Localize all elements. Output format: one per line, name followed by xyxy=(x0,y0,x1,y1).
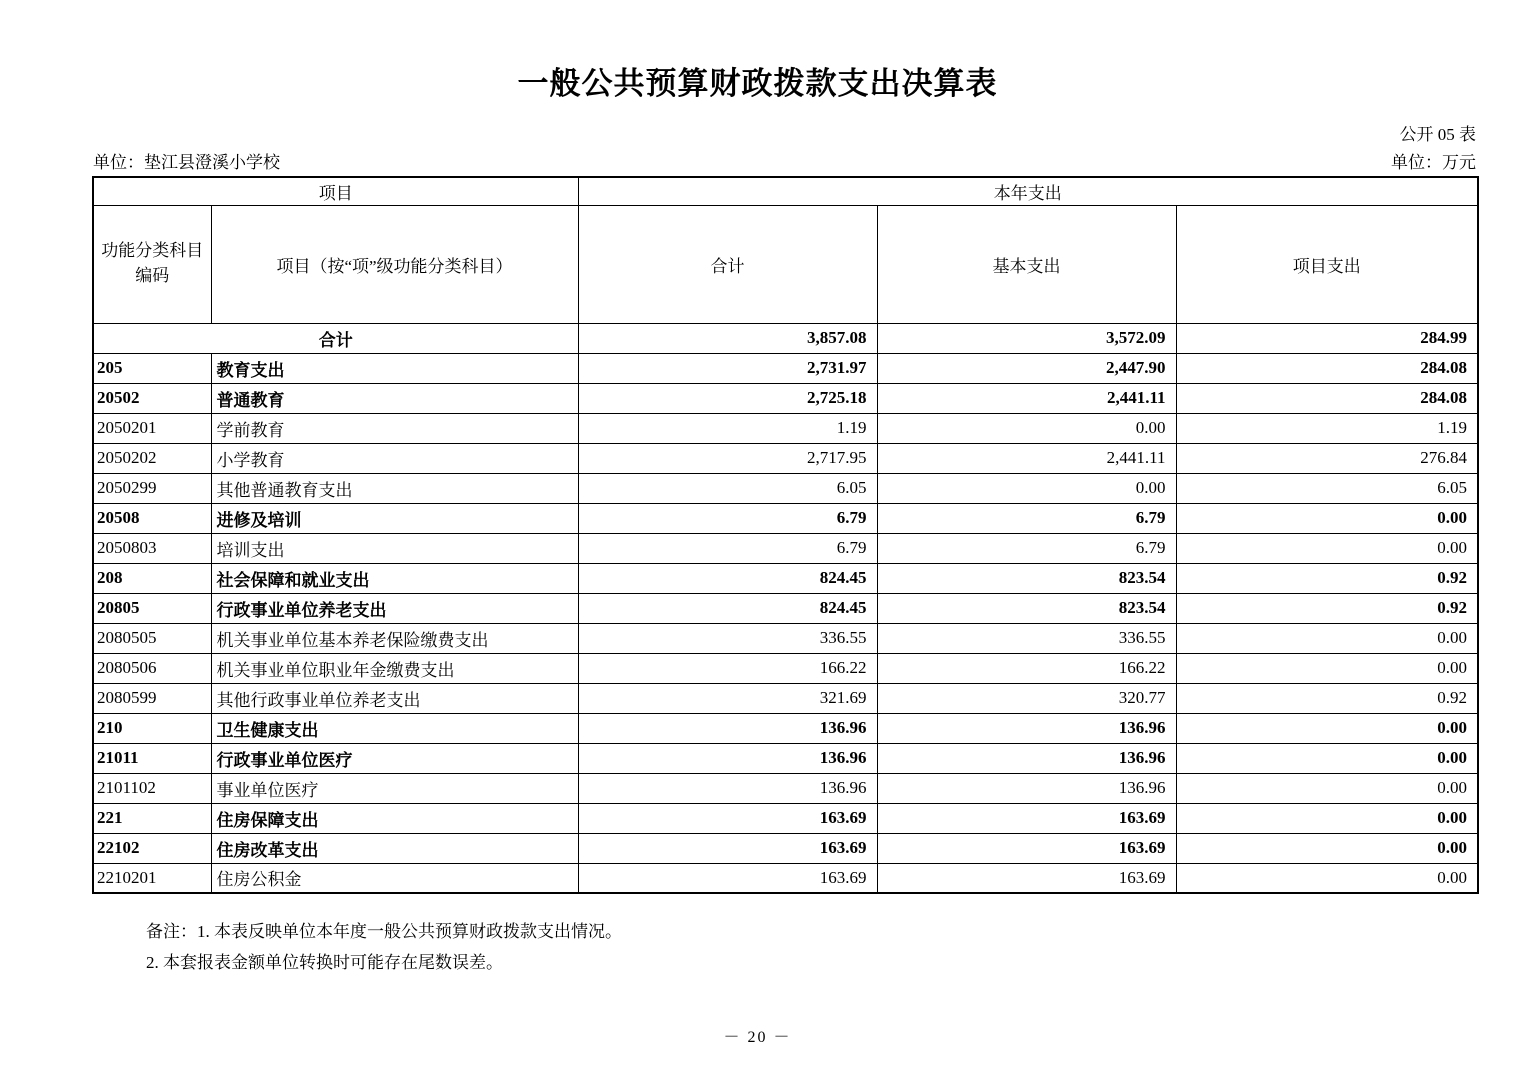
header-project-group: 项目 xyxy=(93,177,578,205)
table-row xyxy=(93,593,1478,623)
cell-item: 其他普通教育支出 xyxy=(211,473,578,503)
cell-basic: 2,441.11 xyxy=(877,383,1176,413)
cell-basic: 823.54 xyxy=(877,593,1176,623)
cell-item: 事业单位医疗 xyxy=(211,773,578,803)
cell-item: 住房改革支出 xyxy=(211,833,578,863)
cell-code: 2080505 xyxy=(93,623,211,653)
page-title: 一般公共预算财政拨款支出决算表 xyxy=(517,66,998,101)
table-row xyxy=(93,623,1478,653)
table-row xyxy=(93,413,1478,443)
header-project-column: 项目支出 xyxy=(1176,205,1478,323)
cell-item: 住房公积金 xyxy=(211,863,578,893)
cell-code: 205 xyxy=(93,353,211,383)
cell-project: 0.00 xyxy=(1176,653,1478,683)
cell-basic: 320.77 xyxy=(877,683,1176,713)
cell-total: 1.19 xyxy=(578,413,877,443)
cell-item: 进修及培训 xyxy=(211,503,578,533)
cell-project: 1.19 xyxy=(1176,413,1478,443)
org-unit-label: 单位：垫江县澄溪小学校 xyxy=(93,153,280,172)
cell-code: 2050299 xyxy=(93,473,211,503)
cell-total: 2,731.97 xyxy=(578,353,877,383)
cell-code: 210 xyxy=(93,713,211,743)
cell-total: 824.45 xyxy=(578,563,877,593)
cell-item: 学前教育 xyxy=(211,413,578,443)
table-row xyxy=(93,803,1478,833)
cell-basic: 2,447.90 xyxy=(877,353,1176,383)
cell-item: 社会保障和就业支出 xyxy=(211,563,578,593)
table-row xyxy=(93,533,1478,563)
expenditure-table xyxy=(92,176,1479,894)
cell-basic: 336.55 xyxy=(877,623,1176,653)
page-number: － 20 － xyxy=(723,1029,792,1046)
table-row xyxy=(93,653,1478,683)
cell-basic: 2,441.11 xyxy=(877,443,1176,473)
header-code-line2: 编码 xyxy=(135,266,170,285)
cell-basic: 0.00 xyxy=(877,473,1176,503)
cell-code: 22102 xyxy=(93,833,211,863)
cell-total: 163.69 xyxy=(578,833,877,863)
cell-code: 2050202 xyxy=(93,443,211,473)
note-line-1: 备注：1. 本表反映单位本年度一般公共预算财政拨款支出情况。 xyxy=(146,922,622,941)
table-row xyxy=(93,443,1478,473)
cell-project: 284.08 xyxy=(1176,353,1478,383)
cell-basic: 163.69 xyxy=(877,803,1176,833)
cell-basic: 136.96 xyxy=(877,773,1176,803)
table-row xyxy=(93,773,1478,803)
cell-basic: 136.96 xyxy=(877,743,1176,773)
cell-item: 合计 xyxy=(93,323,578,353)
cell-total: 6.79 xyxy=(578,533,877,563)
currency-unit-label: 单位：万元 xyxy=(1391,153,1476,172)
cell-item: 小学教育 xyxy=(211,443,578,473)
cell-project: 0.92 xyxy=(1176,593,1478,623)
cell-basic: 163.69 xyxy=(877,833,1176,863)
header-group-row xyxy=(93,177,1478,205)
cell-project: 0.00 xyxy=(1176,863,1478,893)
header-year-expense-group: 本年支出 xyxy=(578,177,1478,205)
cell-basic: 6.79 xyxy=(877,533,1176,563)
cell-project: 0.00 xyxy=(1176,773,1478,803)
cell-project: 0.00 xyxy=(1176,503,1478,533)
table-row xyxy=(93,323,1478,353)
cell-project: 0.00 xyxy=(1176,833,1478,863)
cell-total: 136.96 xyxy=(578,743,877,773)
cell-total: 2,717.95 xyxy=(578,443,877,473)
cell-item: 住房保障支出 xyxy=(211,803,578,833)
cell-project: 0.00 xyxy=(1176,533,1478,563)
cell-code: 21011 xyxy=(93,743,211,773)
table-row xyxy=(93,863,1478,893)
table-row xyxy=(93,683,1478,713)
cell-project: 0.00 xyxy=(1176,623,1478,653)
cell-item: 普通教育 xyxy=(211,383,578,413)
cell-item: 机关事业单位职业年金缴费支出 xyxy=(211,653,578,683)
cell-code: 2080506 xyxy=(93,653,211,683)
cell-total: 6.79 xyxy=(578,503,877,533)
cell-code: 20508 xyxy=(93,503,211,533)
cell-total: 166.22 xyxy=(578,653,877,683)
table-row xyxy=(93,833,1478,863)
cell-total: 163.69 xyxy=(578,863,877,893)
cell-basic: 166.22 xyxy=(877,653,1176,683)
cell-code: 2050803 xyxy=(93,533,211,563)
cell-item: 培训支出 xyxy=(211,533,578,563)
table-code-label: 公开 05 表 xyxy=(1399,125,1476,144)
cell-code: 2101102 xyxy=(93,773,211,803)
cell-basic: 6.79 xyxy=(877,503,1176,533)
cell-code: 2080599 xyxy=(93,683,211,713)
cell-basic: 163.69 xyxy=(877,863,1176,893)
cell-project: 6.05 xyxy=(1176,473,1478,503)
cell-code: 221 xyxy=(93,803,211,833)
cell-item: 卫生健康支出 xyxy=(211,713,578,743)
table-body xyxy=(93,323,1478,893)
header-sub-row xyxy=(93,205,1478,323)
table-row xyxy=(93,713,1478,743)
table-row xyxy=(93,383,1478,413)
cell-item: 其他行政事业单位养老支出 xyxy=(211,683,578,713)
table-row xyxy=(93,743,1478,773)
header-code-column xyxy=(93,205,211,323)
cell-project: 0.00 xyxy=(1176,803,1478,833)
cell-project: 0.92 xyxy=(1176,563,1478,593)
table-row xyxy=(93,473,1478,503)
cell-basic: 3,572.09 xyxy=(877,323,1176,353)
cell-item: 教育支出 xyxy=(211,353,578,383)
cell-code: 2210201 xyxy=(93,863,211,893)
cell-project: 284.08 xyxy=(1176,383,1478,413)
cell-code: 2050201 xyxy=(93,413,211,443)
cell-project: 0.00 xyxy=(1176,743,1478,773)
header-total-column: 合计 xyxy=(578,205,877,323)
note-line-2: 2. 本套报表金额单位转换时可能存在尾数误差。 xyxy=(146,953,503,972)
cell-basic: 0.00 xyxy=(877,413,1176,443)
cell-total: 136.96 xyxy=(578,713,877,743)
table-row xyxy=(93,353,1478,383)
cell-total: 321.69 xyxy=(578,683,877,713)
cell-code: 208 xyxy=(93,563,211,593)
cell-total: 163.69 xyxy=(578,803,877,833)
cell-project: 284.99 xyxy=(1176,323,1478,353)
cell-item: 行政事业单位养老支出 xyxy=(211,593,578,623)
header-item-column: 项目（按“项”级功能分类科目） xyxy=(211,205,578,323)
cell-total: 136.96 xyxy=(578,773,877,803)
cell-total: 824.45 xyxy=(578,593,877,623)
table-row xyxy=(93,503,1478,533)
header-basic-column: 基本支出 xyxy=(877,205,1176,323)
cell-basic: 823.54 xyxy=(877,563,1176,593)
cell-code: 20805 xyxy=(93,593,211,623)
cell-item: 行政事业单位医疗 xyxy=(211,743,578,773)
cell-item: 机关事业单位基本养老保险缴费支出 xyxy=(211,623,578,653)
cell-code: 20502 xyxy=(93,383,211,413)
cell-total: 3,857.08 xyxy=(578,323,877,353)
cell-project: 276.84 xyxy=(1176,443,1478,473)
cell-total: 336.55 xyxy=(578,623,877,653)
cell-project: 0.92 xyxy=(1176,683,1478,713)
cell-basic: 136.96 xyxy=(877,713,1176,743)
header-code-line1: 功能分类科目 xyxy=(101,241,204,261)
cell-project: 0.00 xyxy=(1176,713,1478,743)
cell-total: 6.05 xyxy=(578,473,877,503)
cell-total: 2,725.18 xyxy=(578,383,877,413)
table-row xyxy=(93,563,1478,593)
